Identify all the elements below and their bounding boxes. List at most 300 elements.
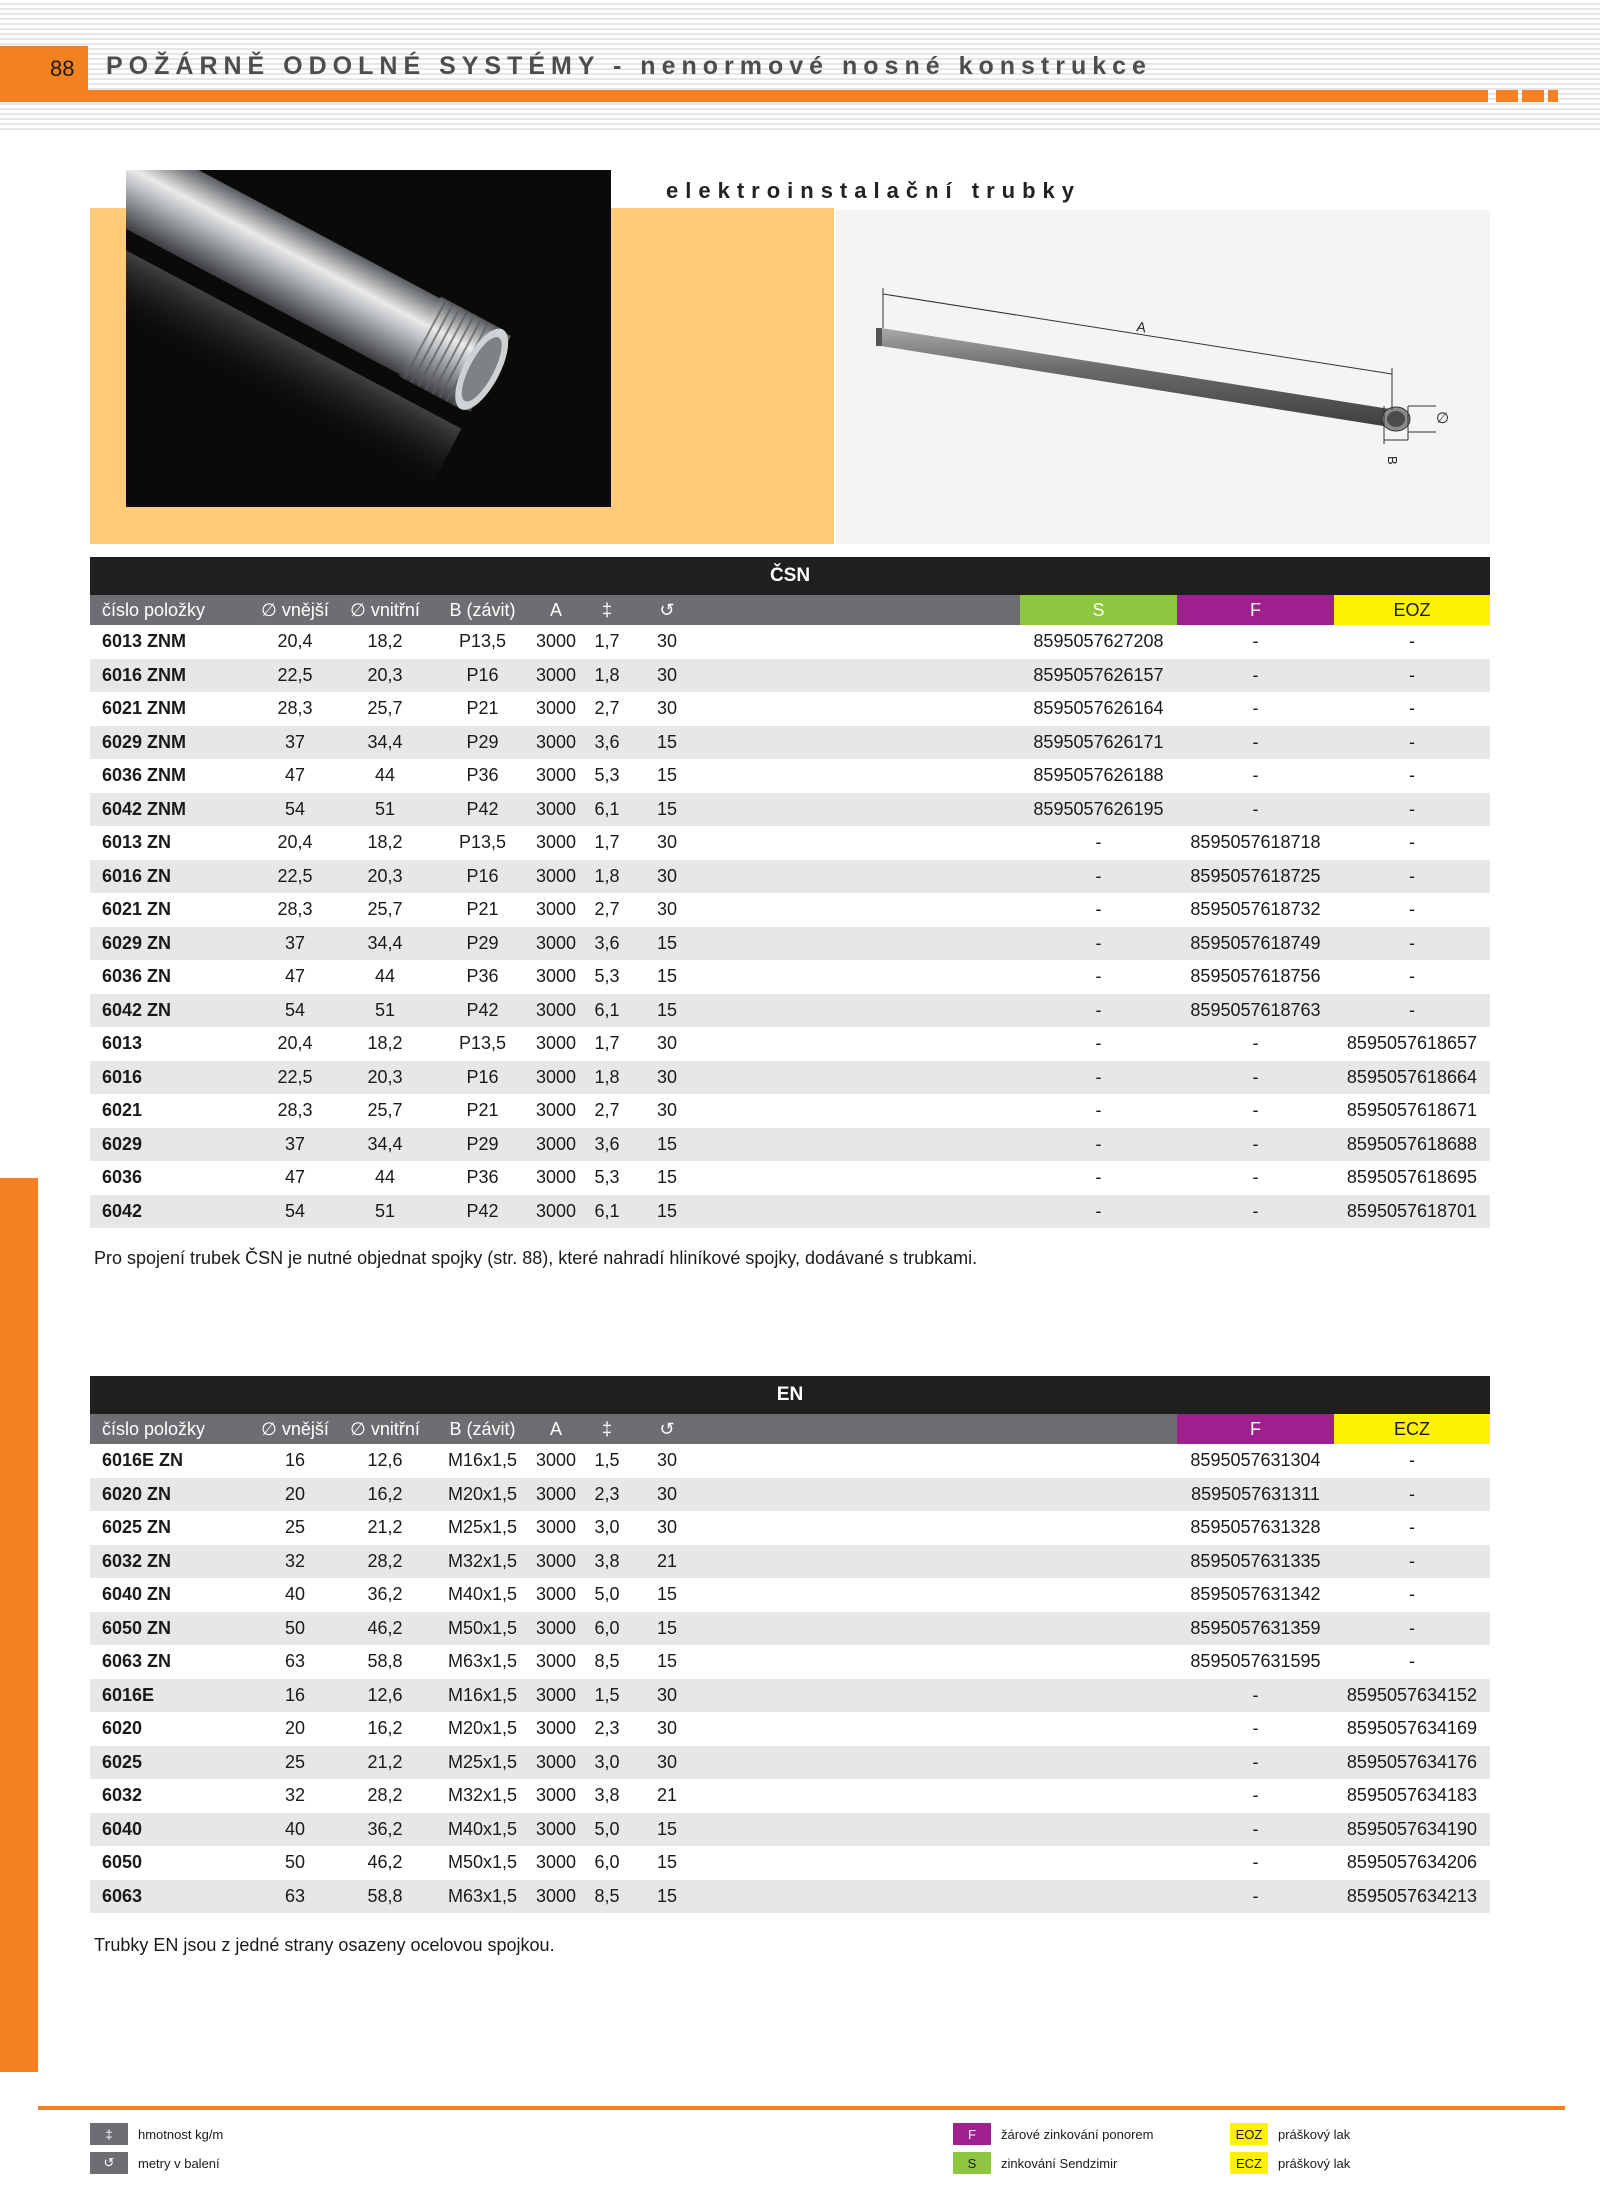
cell-meters: 15 xyxy=(656,1133,678,1154)
cell-meters: 15 xyxy=(656,1617,678,1638)
cell-thread: P21 xyxy=(466,698,499,719)
cell-code-f: 8595057631304 xyxy=(1190,1450,1321,1471)
diameter-label: ∅ xyxy=(1436,410,1450,427)
cell-thread: P29 xyxy=(466,932,499,953)
cell-length: 3000 xyxy=(535,1651,577,1672)
cell-inner: 36,2 xyxy=(367,1584,403,1605)
cell-weight: 5,3 xyxy=(594,1167,620,1188)
cell-length: 3000 xyxy=(535,1133,577,1154)
cell-length: 3000 xyxy=(535,631,577,652)
cell-outer: 54 xyxy=(284,999,306,1020)
cell-code-eoz: 8595057618695 xyxy=(1346,1167,1478,1188)
cell-meters: 30 xyxy=(656,865,678,886)
col-item: číslo položky xyxy=(102,599,206,620)
table-row xyxy=(90,1578,1490,1612)
table-row xyxy=(90,1128,1490,1162)
cell-inner: 28,2 xyxy=(367,1785,403,1806)
cell-thread: P16 xyxy=(466,664,499,685)
cell-weight: 8,5 xyxy=(594,1651,620,1672)
cell-item: 6020 xyxy=(102,1718,143,1739)
cell-meters: 30 xyxy=(656,1450,678,1471)
cell-meters: 30 xyxy=(656,1066,678,1087)
cell-inner: 18,2 xyxy=(367,832,403,853)
cell-length: 3000 xyxy=(535,1684,577,1705)
cell-thread: P13,5 xyxy=(458,631,507,652)
cell-thread: P13,5 xyxy=(458,1033,507,1054)
cell-inner: 12,6 xyxy=(367,1684,403,1705)
cell-item: 6016E ZN xyxy=(102,1450,184,1471)
col-length: A xyxy=(549,599,562,620)
en-table xyxy=(90,1376,1490,1913)
cell-item: 6013 xyxy=(102,1033,143,1054)
cell-item: 6042 ZNM xyxy=(102,798,187,819)
cell-weight: 5,3 xyxy=(594,765,620,786)
cell-weight: 3,6 xyxy=(594,731,620,752)
cell-weight: 6,1 xyxy=(594,798,620,819)
cell-code-f: - xyxy=(1252,1751,1259,1772)
cell-code-f: - xyxy=(1252,1033,1259,1054)
table-row xyxy=(90,860,1490,894)
cell-thread: M50x1,5 xyxy=(447,1617,518,1638)
cell-inner: 46,2 xyxy=(367,1617,403,1638)
cell-code-s: - xyxy=(1095,966,1102,987)
cell-thread: P16 xyxy=(466,1066,499,1087)
header-rule xyxy=(88,90,1488,102)
cell-outer: 20,4 xyxy=(277,832,313,853)
cell-meters: 15 xyxy=(656,1885,678,1906)
cell-weight: 1,8 xyxy=(594,865,620,886)
cell-length: 3000 xyxy=(535,1885,577,1906)
cell-thread: M25x1,5 xyxy=(447,1517,518,1538)
cell-inner: 44 xyxy=(374,1167,396,1188)
meters-icon: ↺ xyxy=(90,2152,128,2174)
cell-weight: 3,8 xyxy=(594,1785,620,1806)
cell-inner: 20,3 xyxy=(367,1066,403,1087)
legend-eoz-label: práškový lak xyxy=(1278,2126,1351,2142)
cell-item: 6016 xyxy=(102,1066,143,1087)
cell-length: 3000 xyxy=(535,1167,577,1188)
cell-thread: P42 xyxy=(466,999,499,1020)
table-row xyxy=(90,1679,1490,1713)
col-inner-diameter: ∅ vnitřní xyxy=(350,599,420,620)
legend-f-label: žárové zinkování ponorem xyxy=(1001,2126,1154,2142)
cell-thread: M16x1,5 xyxy=(447,1684,518,1705)
cell-thread: M50x1,5 xyxy=(447,1852,518,1873)
cell-thread: M40x1,5 xyxy=(447,1584,518,1605)
cell-meters: 30 xyxy=(656,1483,678,1504)
cell-weight: 2,7 xyxy=(594,899,620,920)
csn-table xyxy=(90,557,1490,1228)
cell-outer: 22,5 xyxy=(277,1066,313,1087)
cell-weight: 1,7 xyxy=(594,1033,620,1054)
cell-length: 3000 xyxy=(535,798,577,819)
cell-weight: 6,0 xyxy=(594,1617,620,1638)
table-row xyxy=(90,1511,1490,1545)
cell-code-s: - xyxy=(1095,1133,1102,1154)
cell-outer: 25 xyxy=(284,1517,306,1538)
col-outer-diameter: ∅ vnější xyxy=(261,599,329,620)
table-row xyxy=(90,1645,1490,1679)
cell-thread: P42 xyxy=(466,1200,499,1221)
cell-thread: M32x1,5 xyxy=(447,1785,518,1806)
cell-item: 6021 xyxy=(102,1100,143,1121)
cell-outer: 40 xyxy=(284,1818,306,1839)
cell-outer: 22,5 xyxy=(277,664,313,685)
cell-code-f: - xyxy=(1252,1684,1259,1705)
cell-item: 6032 ZN xyxy=(102,1550,172,1571)
cell-meters: 15 xyxy=(656,1818,678,1839)
cell-outer: 47 xyxy=(284,966,306,987)
cell-length: 3000 xyxy=(535,1200,577,1221)
cell-item: 6040 xyxy=(102,1818,143,1839)
col-outer-diameter: ∅ vnější xyxy=(261,1418,329,1439)
cell-code-f: - xyxy=(1252,698,1259,719)
cell-outer: 47 xyxy=(284,1167,306,1188)
cell-outer: 37 xyxy=(284,1133,306,1154)
cell-item: 6013 ZN xyxy=(102,832,172,853)
legend-s xyxy=(953,2152,1117,2174)
legend-f-code: F xyxy=(953,2123,991,2145)
cell-length: 3000 xyxy=(535,664,577,685)
cell-outer: 28,3 xyxy=(277,698,313,719)
cell-inner: 16,2 xyxy=(367,1718,403,1739)
legend-ecz-label: práškový lak xyxy=(1278,2155,1351,2171)
cell-code-ecz: 8595057634183 xyxy=(1346,1785,1478,1806)
cell-item: 6020 ZN xyxy=(102,1483,172,1504)
cell-inner: 18,2 xyxy=(367,631,403,652)
cell-code-s: - xyxy=(1095,1167,1102,1188)
cell-thread: P13,5 xyxy=(458,832,507,853)
cell-outer: 50 xyxy=(284,1852,306,1873)
cell-outer: 20,4 xyxy=(277,1033,313,1054)
cell-thread: P36 xyxy=(466,765,499,786)
cell-code-s: 8595057626157 xyxy=(1033,664,1164,685)
table-row xyxy=(90,659,1490,693)
cell-thread: P29 xyxy=(466,731,499,752)
page-number-box xyxy=(0,46,88,102)
cell-code-f: - xyxy=(1252,765,1259,786)
cell-code-eoz: - xyxy=(1409,932,1415,953)
cell-outer: 28,3 xyxy=(277,1100,313,1121)
dimension-b-label: B xyxy=(1385,456,1400,465)
cell-length: 3000 xyxy=(535,1785,577,1806)
csn-column-headers xyxy=(90,595,1490,625)
cell-weight: 3,6 xyxy=(594,932,620,953)
cell-meters: 30 xyxy=(656,698,678,719)
col-length: A xyxy=(549,1418,562,1439)
table-row xyxy=(90,927,1490,961)
cell-meters: 21 xyxy=(656,1550,678,1571)
cell-code-s: 8595057627208 xyxy=(1033,631,1164,652)
cell-code-eoz: - xyxy=(1409,966,1415,987)
cell-meters: 30 xyxy=(656,1751,678,1772)
cell-thread: P36 xyxy=(466,1167,499,1188)
cell-thread: M25x1,5 xyxy=(447,1751,518,1772)
cell-length: 3000 xyxy=(535,1517,577,1538)
cell-thread: P36 xyxy=(466,966,499,987)
table-row xyxy=(90,759,1490,793)
cell-item: 6036 ZN xyxy=(102,966,172,987)
cell-item: 6042 ZN xyxy=(102,999,172,1020)
cell-code-s: 8595057626188 xyxy=(1033,765,1164,786)
meters-icon: ↺ xyxy=(659,1418,675,1439)
cell-length: 3000 xyxy=(535,1617,577,1638)
cell-meters: 30 xyxy=(656,1684,678,1705)
cell-thread: P29 xyxy=(466,1133,499,1154)
cell-code-f: - xyxy=(1252,731,1259,752)
cell-weight: 5,3 xyxy=(594,966,620,987)
cell-code-ecz: - xyxy=(1409,1450,1415,1471)
legend-ecz xyxy=(1230,2152,1350,2174)
cell-code-eoz: - xyxy=(1409,765,1415,786)
csn-table-body xyxy=(90,625,1490,1228)
cell-outer: 40 xyxy=(284,1584,306,1605)
weight-icon: ‡ xyxy=(601,599,612,620)
cell-code-eoz: 8595057618664 xyxy=(1346,1066,1478,1087)
legend-s-code: S xyxy=(953,2152,991,2174)
cell-code-eoz: 8595057618657 xyxy=(1346,1033,1478,1054)
cell-code-f: - xyxy=(1252,1200,1259,1221)
cell-inner: 21,2 xyxy=(367,1751,403,1772)
cell-thread: P16 xyxy=(466,865,499,886)
cell-code-f: - xyxy=(1252,1133,1259,1154)
cell-weight: 6,0 xyxy=(594,1852,620,1873)
table-row xyxy=(90,1027,1490,1061)
cell-code-eoz: - xyxy=(1409,631,1415,652)
cell-item: 6016 ZNM xyxy=(102,664,187,685)
cell-inner: 44 xyxy=(374,966,396,987)
cell-item: 6029 ZN xyxy=(102,932,172,953)
cell-length: 3000 xyxy=(535,1066,577,1087)
cell-outer: 32 xyxy=(284,1785,306,1806)
cell-meters: 30 xyxy=(656,664,678,685)
cell-meters: 21 xyxy=(656,1785,678,1806)
cell-code-s: - xyxy=(1095,1200,1102,1221)
legend-weight xyxy=(90,2123,223,2145)
cell-code-s: 8595057626195 xyxy=(1033,798,1164,819)
col-ecz: ECZ xyxy=(1334,1414,1490,1444)
cell-code-s: - xyxy=(1095,999,1102,1020)
legend-eoz-code: EOZ xyxy=(1230,2123,1268,2145)
cell-code-s: 8595057626171 xyxy=(1033,731,1164,752)
cell-length: 3000 xyxy=(535,1100,577,1121)
cell-code-s: - xyxy=(1095,865,1102,886)
cell-inner: 12,6 xyxy=(367,1450,403,1471)
cell-item: 6063 xyxy=(102,1885,143,1906)
cell-item: 6036 xyxy=(102,1167,143,1188)
cell-meters: 30 xyxy=(656,832,678,853)
cell-item: 6021 ZN xyxy=(102,899,172,920)
cell-inner: 58,8 xyxy=(367,1885,403,1906)
table-row xyxy=(90,1712,1490,1746)
cell-code-f: 8595057618725 xyxy=(1190,865,1321,886)
table-row xyxy=(90,1545,1490,1579)
col-item: číslo položky xyxy=(102,1418,206,1439)
col-f: F xyxy=(1177,595,1334,625)
cell-code-f: 8595057631328 xyxy=(1190,1517,1321,1538)
cell-inner: 51 xyxy=(374,999,396,1020)
cell-weight: 2,3 xyxy=(594,1718,620,1739)
col-s: S xyxy=(1020,595,1177,625)
cell-meters: 15 xyxy=(656,765,678,786)
cell-code-s: - xyxy=(1095,1066,1102,1087)
table-row xyxy=(90,826,1490,860)
cell-inner: 18,2 xyxy=(367,1033,403,1054)
cell-outer: 37 xyxy=(284,731,306,752)
cell-code-ecz: - xyxy=(1409,1617,1415,1638)
cell-code-eoz: 8595057618701 xyxy=(1346,1200,1478,1221)
table-row xyxy=(90,1612,1490,1646)
cell-meters: 30 xyxy=(656,631,678,652)
cell-code-f: - xyxy=(1252,664,1259,685)
cell-code-ecz: 8595057634190 xyxy=(1346,1818,1478,1839)
cell-thread: M16x1,5 xyxy=(447,1450,518,1471)
table-row xyxy=(90,625,1490,659)
cell-code-f: 8595057631311 xyxy=(1191,1483,1320,1504)
cell-code-s: 8595057626164 xyxy=(1033,698,1164,719)
cell-code-ecz: 8595057634206 xyxy=(1346,1852,1478,1873)
cell-code-ecz: - xyxy=(1409,1584,1415,1605)
cell-code-f: - xyxy=(1252,1885,1259,1906)
cell-length: 3000 xyxy=(535,865,577,886)
cell-code-f: - xyxy=(1252,1100,1259,1121)
cell-code-s: - xyxy=(1095,832,1102,853)
cell-meters: 15 xyxy=(656,999,678,1020)
legend-meters xyxy=(90,2152,220,2174)
cell-weight: 6,1 xyxy=(594,1200,620,1221)
cell-inner: 51 xyxy=(374,798,396,819)
cell-code-f: 8595057631595 xyxy=(1190,1651,1321,1672)
table-row xyxy=(90,1779,1490,1813)
cell-weight: 3,6 xyxy=(594,1133,620,1154)
legend-meters-label: metry v balení xyxy=(138,2155,220,2171)
cell-inner: 16,2 xyxy=(367,1483,403,1504)
weight-icon: ‡ xyxy=(90,2123,128,2145)
en-column-headers xyxy=(90,1414,1490,1444)
cell-code-ecz: 8595057634213 xyxy=(1346,1885,1478,1906)
cell-outer: 16 xyxy=(284,1684,306,1705)
cell-item: 6063 ZN xyxy=(102,1651,172,1672)
cell-inner: 34,4 xyxy=(367,932,403,953)
cell-weight: 2,7 xyxy=(594,698,620,719)
cell-weight: 3,0 xyxy=(594,1751,620,1772)
cell-code-ecz: 8595057634152 xyxy=(1346,1684,1478,1705)
cell-item: 6042 xyxy=(102,1200,143,1221)
legend-ecz-code: ECZ xyxy=(1230,2152,1268,2174)
cell-inner: 25,7 xyxy=(367,899,403,920)
legend-s-label: zinkování Sendzimir xyxy=(1001,2155,1118,2171)
cell-item: 6025 ZN xyxy=(102,1517,172,1538)
cell-code-f: 8595057618756 xyxy=(1190,966,1321,987)
cell-code-f: - xyxy=(1252,1818,1259,1839)
col-thread: B (závit) xyxy=(449,1418,516,1439)
cell-code-s: - xyxy=(1095,1033,1102,1054)
cell-item: 6016 ZN xyxy=(102,865,172,886)
en-table-body xyxy=(90,1444,1490,1913)
cell-code-f: - xyxy=(1252,1066,1259,1087)
cell-length: 3000 xyxy=(535,1584,577,1605)
cell-outer: 22,5 xyxy=(277,865,313,886)
cell-inner: 34,4 xyxy=(367,1133,403,1154)
cell-code-s: - xyxy=(1095,932,1102,953)
cell-length: 3000 xyxy=(535,899,577,920)
cell-inner: 28,2 xyxy=(367,1550,403,1571)
cell-code-f: 8595057631342 xyxy=(1190,1584,1321,1605)
cell-outer: 50 xyxy=(284,1617,306,1638)
page-number: 88 xyxy=(50,56,75,81)
cell-item: 6036 ZNM xyxy=(102,765,187,786)
cell-inner: 44 xyxy=(374,765,396,786)
cell-inner: 58,8 xyxy=(367,1651,403,1672)
cell-outer: 20 xyxy=(284,1718,306,1739)
cell-meters: 30 xyxy=(656,1100,678,1121)
cell-outer: 20,4 xyxy=(277,631,313,652)
cell-meters: 15 xyxy=(656,932,678,953)
cell-thread: P42 xyxy=(466,798,499,819)
cell-item: 6021 ZNM xyxy=(102,698,187,719)
cell-length: 3000 xyxy=(535,832,577,853)
cell-inner: 25,7 xyxy=(367,698,403,719)
cell-inner: 21,2 xyxy=(367,1517,403,1538)
cell-inner: 20,3 xyxy=(367,865,403,886)
cell-thread: M20x1,5 xyxy=(447,1718,518,1739)
col-inner-diameter: ∅ vnitřní xyxy=(350,1418,420,1439)
table-row xyxy=(90,1813,1490,1847)
technical-drawing xyxy=(836,210,1490,544)
cell-outer: 47 xyxy=(284,765,306,786)
table-row xyxy=(90,893,1490,927)
cell-weight: 5,0 xyxy=(594,1584,620,1605)
cell-code-eoz: - xyxy=(1409,832,1415,853)
cell-inner: 36,2 xyxy=(367,1818,403,1839)
cell-code-f: 8595057618763 xyxy=(1190,999,1321,1020)
cell-inner: 25,7 xyxy=(367,1100,403,1121)
table-row xyxy=(90,692,1490,726)
cell-meters: 15 xyxy=(656,1852,678,1873)
cell-thread: M32x1,5 xyxy=(447,1550,518,1571)
cell-outer: 63 xyxy=(284,1885,306,1906)
meters-icon: ↺ xyxy=(659,599,675,620)
cell-code-f: - xyxy=(1252,798,1259,819)
cell-length: 3000 xyxy=(535,1450,577,1471)
cell-outer: 54 xyxy=(284,798,306,819)
cell-meters: 30 xyxy=(656,1517,678,1538)
cell-code-f: - xyxy=(1252,1785,1259,1806)
cell-length: 3000 xyxy=(535,1818,577,1839)
table-row xyxy=(90,1094,1490,1128)
cell-item: 6050 xyxy=(102,1852,143,1873)
cell-weight: 3,0 xyxy=(594,1517,620,1538)
cell-code-eoz: - xyxy=(1409,698,1415,719)
cell-item: 6016E xyxy=(102,1684,155,1705)
cell-code-f: 8595057618749 xyxy=(1190,932,1321,953)
cell-inner: 34,4 xyxy=(367,731,403,752)
cell-code-f: - xyxy=(1252,1718,1259,1739)
page-title: POŽÁRNĚ ODOLNÉ SYSTÉMY - nenormové nosné konstrukce xyxy=(106,52,1152,80)
cell-weight: 6,1 xyxy=(594,999,620,1020)
cell-weight: 2,3 xyxy=(594,1483,620,1504)
left-accent-rail xyxy=(0,1178,38,2072)
cell-code-ecz: - xyxy=(1409,1550,1415,1571)
table-row xyxy=(90,1161,1490,1195)
cell-code-eoz: 8595057618688 xyxy=(1346,1133,1478,1154)
cell-code-s: - xyxy=(1095,899,1102,920)
cell-meters: 15 xyxy=(656,1200,678,1221)
cell-code-eoz: - xyxy=(1409,731,1415,752)
cell-code-f: - xyxy=(1252,631,1259,652)
cell-code-eoz: 8595057618671 xyxy=(1346,1100,1478,1121)
legend-f xyxy=(953,2123,1153,2145)
